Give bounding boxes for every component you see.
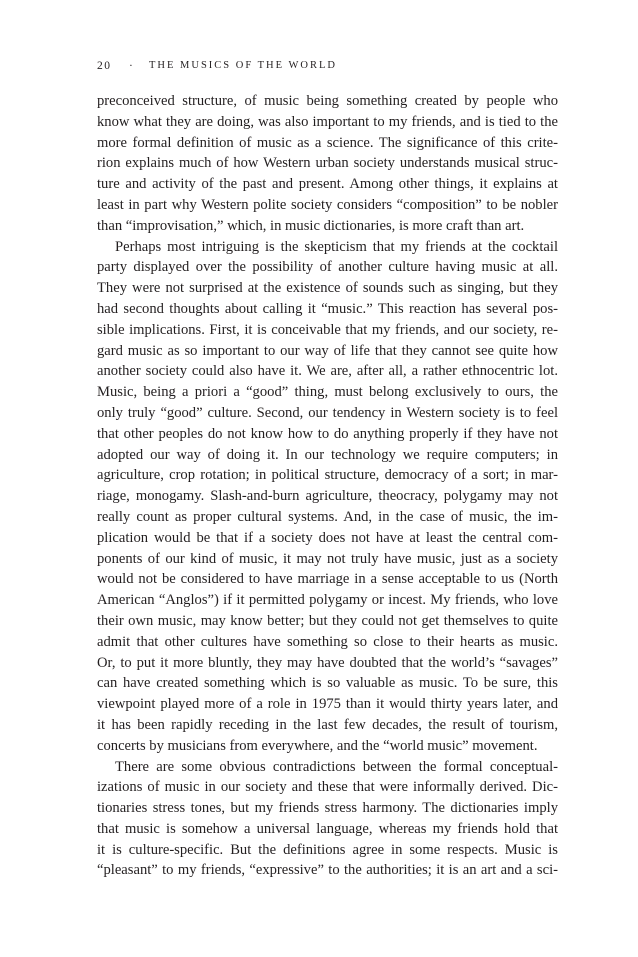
text-line: that music is somehow a universal language, whereas my friends hold that <box>97 820 558 837</box>
header-separator: · <box>129 60 135 72</box>
text-line: izations of music in our society and these that were informally derived. Dic- <box>97 779 558 796</box>
text-line: concerts by musicians from everywhere, and the “world music” movement. <box>97 737 538 754</box>
text-line: Or, to put it more bluntly, they may have doubted that the world’s “savages” <box>97 654 558 671</box>
text-line: least in part why Western polite society considers “composition” to be nobler <box>97 196 558 213</box>
text-line: more formal definition of music as a science. The significance of this crite- <box>97 134 558 151</box>
text-line: tionaries stress tones, but my friends stress harmony. The dictionaries imply <box>97 800 558 817</box>
text-line: preconceived structure, of music being something created by people who <box>97 93 558 109</box>
text-line: “pleasant” to my friends, “expressive” to the authorities; it is an art and a sci- <box>97 862 558 879</box>
text-line: would not be considered to have marriage in a sense acceptable to us (North <box>97 571 558 588</box>
text-line: know what they are doing, was also important to my friends, and is tied to the <box>97 113 558 130</box>
text-line: that other peoples do not know how to do anything properly if they have not <box>97 425 558 442</box>
running-title: THE MUSICS OF THE WORLD <box>149 60 337 71</box>
text-line: viewpoint played more of a role in 1975 than it would thirty years later, and <box>97 696 558 713</box>
text-line: American “Anglos”) if it permitted polygamy or incest. My friends, who love <box>97 592 558 609</box>
text-line: sible implications. First, it is conceivable that my friends, and our society, re- <box>97 321 558 338</box>
text-line: riage, monogamy. Slash-and-burn agriculture, theocracy, polygamy may not <box>97 488 558 505</box>
text-line: They were not surprised at the existence of sounds such as singing, but they <box>97 280 558 297</box>
text-line: it has been rapidly receding in the last few decades, the result of tourism, <box>97 716 558 733</box>
text-line: gard music as so important to our way of life that they cannot see quite how <box>97 342 558 359</box>
text-line: party displayed over the possibility of another culture having music at all. <box>97 259 558 276</box>
text-line: Music, being a priori a “good” thing, must belong exclusively to ours, the <box>97 384 558 401</box>
running-header <box>97 60 557 80</box>
text-line: really count as proper cultural systems. And, in the case of music, the im- <box>97 508 558 525</box>
text-line: had second thoughts about calling it “music.” This reaction has several pos- <box>97 300 558 317</box>
text-line: can have created something which is so valuable as music. To be sure, this <box>97 675 558 692</box>
text-line: Perhaps most intriguing is the skepticism that my friends at the cocktail <box>115 238 558 255</box>
text-line: ponents of our kind of music, it may not truly have music, just as a society <box>97 550 558 567</box>
text-line: plication would be that if a society does not have at least the central com- <box>97 529 558 546</box>
text-line: adopted our way of doing it. In our technology we require computers; in <box>97 446 558 463</box>
text-line: admit that other cultures have something so close to their hearts as music. <box>97 633 558 650</box>
text-line: ture and activity of the past and present. Among other things, it explains at <box>97 176 558 193</box>
text-line: agriculture, crop rotation; in political structure, democracy of a sort; in mar- <box>97 467 558 484</box>
text-line: it is culture-specific. But the definitions agree in some respects. Music is <box>97 841 558 858</box>
text-line: another society could also have it. We are, after all, a rather ethnocentric lot. <box>97 363 558 380</box>
text-line: only truly “good” culture. Second, our tendency in Western society is to feel <box>97 404 558 421</box>
page-number: 20 <box>97 60 112 72</box>
body-text <box>97 91 558 881</box>
text-line: rion explains much of how Western urban society understands musical struc- <box>97 155 558 172</box>
text-line: their own music, may know better; but they could not get themselves to quite <box>97 612 558 629</box>
text-line: than “improvisation,” which, in music dictionaries, is more craft than art. <box>97 217 525 234</box>
text-line: There are some obvious contradictions between the formal conceptual- <box>115 758 558 775</box>
